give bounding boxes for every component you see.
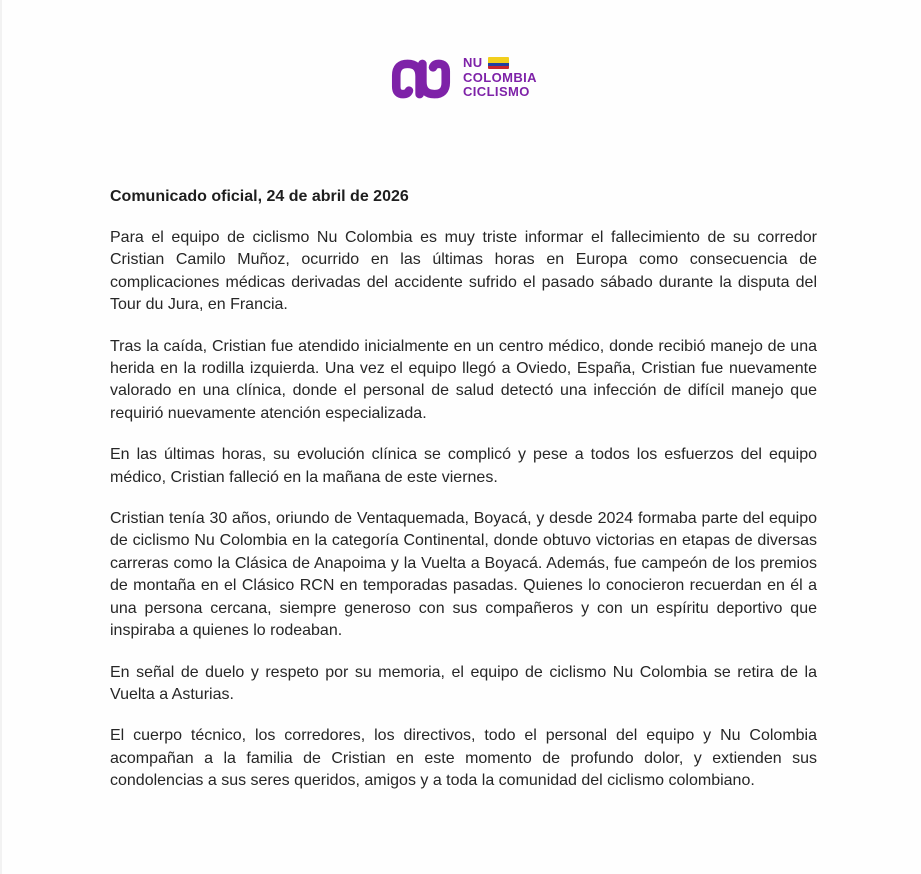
paragraph-biography: Cristian tenía 30 años, oriundo de Ventaquemada, Boyacá, y desde 2024 formaba parte del equipo de ciclismo Nu Colombia en la categoría Continental, donde obtuvo victorias en etapas de diversas carreras como la Clásica de Anapoima y la Vuelta a Boyacá. Además, fue campeón de los premios de montaña en el Clásico RCN en temporadas pasadas. Quienes lo conocieron recuerdan en él a una persona cercana, siempre generoso con sus compañeros y con un espíritu deportivo que inspiraba a quienes lo rodeaban.: [110, 510, 817, 640]
team-logo-line1: [463, 56, 537, 71]
team-logo-text: [463, 55, 537, 100]
paragraph-medical-treatment: Tras la caída, Cristian fue atendido inicialmente en un centro médico, donde recibió manejo de una herida en la rodilla izquierda. Una vez el equipo llegó a Oviedo, España, Cristian fue nuevamente valorado en una clínica, donde el personal de salud detectó una infección de difícil manejo que requirió nuevamente atención especializada.: [110, 337, 817, 422]
paragraph-passing: En las últimas horas, su evolución clínica se complicó y pese a todos los esfuerzos del equipo médico, Cristian falleció en la mañana de este viernes.: [110, 446, 817, 486]
press-release-body: [110, 186, 817, 812]
paragraph-mourning-withdrawal: En señal de duelo y respeto por su memoria, el equipo de ciclismo Nu Colombia se retira de la Vuelta a Asturias.: [110, 663, 817, 703]
team-logo-colombia-label: COLOMBIA: [463, 69, 537, 85]
document-heading: Comunicado oficial, 24 de abril de 2026: [110, 188, 409, 205]
team-logo-ciclismo-label: CICLISMO: [463, 84, 530, 99]
paragraph-death-announcement: Para el equipo de ciclismo Nu Colombia es muy triste informar el fallecimiento de su corredor Cristian Camilo Muñoz, ocurrido en las últimas horas en Europa como consecuencia de complicaciones médicas derivadas del accidente sufrido el pasado sábado durante la disputa del Tour du Jura, en Francia.: [110, 229, 817, 314]
nu-monogram-icon: [388, 56, 454, 102]
paragraph-condolences: El cuerpo técnico, los corredores, los directivos, todo el personal del equipo y Nu Colombia acompañan a la familia de Cristian en este momento de profundo dolor, y extienden sus condolencias a sus seres queridos, amigos y a toda la comunidad del ciclismo colombiano.: [110, 727, 817, 790]
team-logo: [2, 55, 921, 102]
team-logo-nu-label: NU: [463, 55, 483, 70]
colombia-flag-icon: [488, 57, 509, 69]
